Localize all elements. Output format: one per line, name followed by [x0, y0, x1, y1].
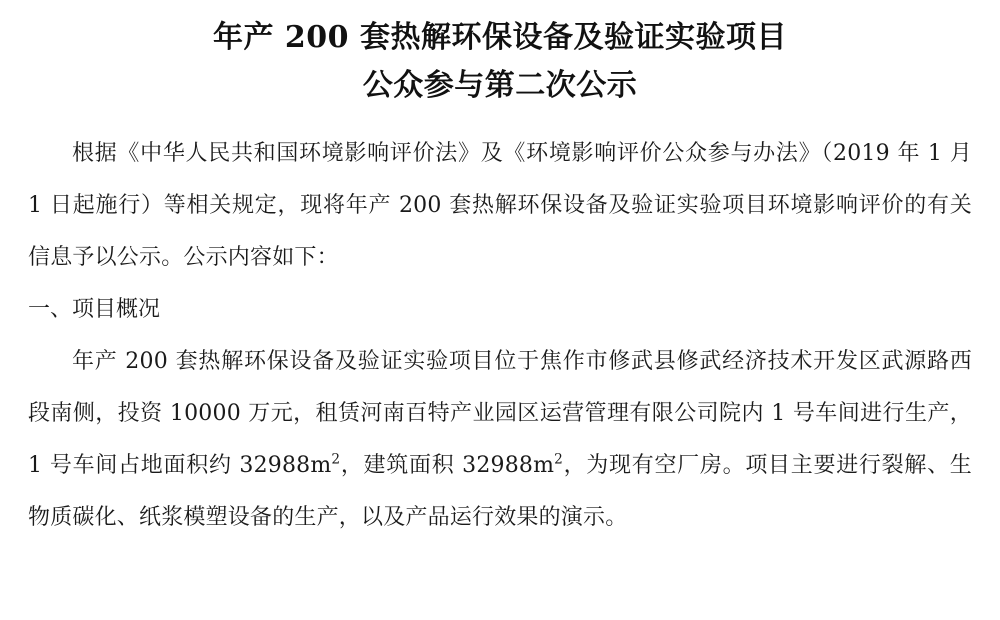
page-title-line-1: 年产 200 套热解环保设备及验证实验项目 — [212, 20, 787, 55]
unit-superscript-1: 2 — [331, 451, 341, 468]
page-title-line-2: 公众参与第二次公示 — [362, 68, 638, 103]
project-overview-part-3: ，为现有空厂房。项目主要进行裂解、生物质碳化、纸浆模塑设备的生产，以及产品运行效果的演示。 — [28, 453, 972, 530]
paragraph-legal-basis: 根据《中华人民共和国环境影响评价法》及《环境影响评价公众参与办法》（2019 年 1 月 1 日起施行）等相关规定，现将年产 200 套热解环保设备及验证实验项目环境影响评价的有关信息予以公示。公示内容如下： — [28, 141, 972, 270]
page-title — [28, 14, 972, 110]
project-overview-part-1: 年产 200 套热解环保设备及验证实验项目位于焦作市修武县修武经济技术开发区武源路西段南侧，投资 10000 万元，租赁河南百特产业园区运营管理有限公司院内 1 号车间进行生产，1 号车间占地面积约 32988m — [28, 349, 972, 478]
section-heading-project-overview: 一、项目概况 — [28, 297, 161, 322]
unit-superscript-2: 2 — [554, 451, 564, 468]
project-overview-part-2: ，建筑面积 32988m — [340, 453, 555, 478]
paragraph-project-overview — [28, 336, 972, 544]
document-body — [28, 128, 972, 544]
